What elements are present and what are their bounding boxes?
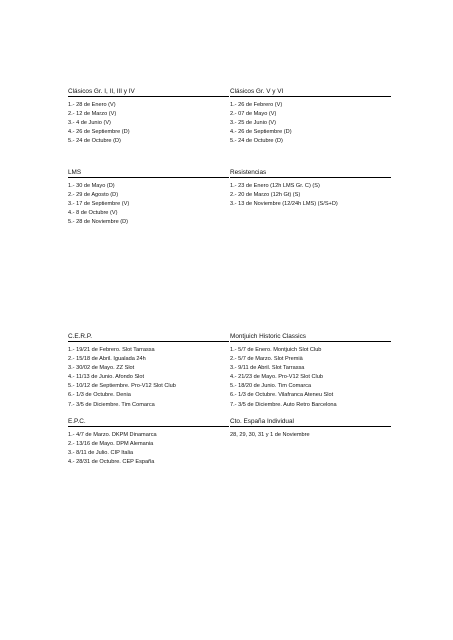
list-item: 1.- 4/7 de Marzo. DKPM Dinamarca [68, 432, 157, 438]
event-list [68, 431, 229, 467]
list-item: 4.- 28/31 de Octubre. CEP España [68, 459, 155, 466]
list-item: 5.- 24 de Octubre (D) [230, 138, 283, 145]
list-item: 4.- 8 de Octubre (V) [68, 210, 118, 217]
list-item: 2.- 13/16 de Mayo. DPM Alemania [68, 441, 154, 448]
event-list [68, 182, 229, 227]
list-item: 3.- 8/11 de Julio. CIP Italia [68, 450, 134, 457]
list-item: 3.- 13 de Noviembre (12/24h LMS) (S/S+D) [230, 201, 338, 208]
section-title: E.P.C. [68, 418, 229, 427]
list-item: 2.- 29 de Agosto (D) [68, 192, 119, 199]
section-title: Montjuich Historic Classics [230, 333, 391, 342]
list-item: 5.- 18/20 de Junio. Tim Comarca [230, 383, 312, 390]
section-cerp [68, 333, 229, 410]
list-item: 4.- 21/23 de Mayo. Pro-V12 Slot Club [230, 374, 323, 381]
event-list [68, 346, 229, 410]
section-clasicos-gr-i-iv [68, 88, 229, 146]
list-item: 7.- 3/5 de Diciembre. Auto Retro Barcelona [230, 401, 337, 408]
list-item: 7.- 3/5 de Diciembre. Tim Comarca [68, 401, 155, 408]
list-item: 2.- 5/7 de Marzo. Slot Premià [230, 356, 303, 363]
list-item: 3.- 30/02 de Mayo. ZZ Slot [68, 365, 135, 372]
list-item: 5.- 28 de Noviembre (D) [68, 219, 128, 226]
section-title: Cto. España Individual [230, 418, 391, 427]
section-lms [68, 169, 229, 227]
list-item: 1.- 26 de Febrero (V) [230, 102, 283, 108]
event-list [230, 431, 391, 440]
list-item: 28, 29, 30, 31 y 1 de Noviembre [230, 432, 310, 438]
section-clasicos-gr-v-vi [230, 88, 391, 146]
list-item: 2.- 20 de Marzo (12h Gt) (S) [230, 192, 301, 199]
event-list [230, 182, 391, 209]
list-item: 4.- 26 de Septiembre (D) [230, 129, 292, 136]
section-title: LMS [68, 169, 229, 178]
event-list [68, 101, 229, 146]
event-list [230, 101, 391, 146]
list-item: 5.- 10/12 de Septiembre. Pro-V12 Slot Club [68, 383, 176, 390]
list-item: 6.- 1/3 de Octubre. Vilafranca Ateneu Slot [230, 392, 334, 399]
section-title: Resistencias [230, 169, 391, 178]
list-item: 6.- 1/3 de Octubre. Denia [68, 392, 131, 399]
list-item: 3.- 9/11 de Abril. Slot Tarrassa [230, 365, 305, 372]
section-cto-espana-individual [230, 418, 391, 440]
list-item: 4.- 11/13 de Junio. Afondo Slot [68, 374, 145, 381]
section-epc [68, 418, 229, 467]
list-item: 5.- 24 de Octubre (D) [68, 138, 121, 145]
event-list [230, 346, 391, 410]
section-resistencias [230, 169, 391, 209]
list-item: 1.- 19/21 de Febrero. Slot Tarrassa [68, 347, 155, 353]
list-item: 2.- 15/18 de Abril. Igualada 24h [68, 356, 146, 363]
list-item: 4.- 26 de Septiembre (D) [68, 129, 130, 136]
section-title: Clásicos Gr. V y VI [230, 88, 391, 97]
section-title: Clásicos Gr. I, II, III y IV [68, 88, 229, 97]
section-montjuich-historic-classics [230, 333, 391, 410]
list-item: 3.- 25 de Junio (V) [230, 120, 277, 127]
list-item: 1.- 30 de Mayo (D) [68, 183, 115, 189]
list-item: 2.- 07 de Mayo (V) [230, 111, 277, 118]
list-item: 3.- 4 de Junio (V) [68, 120, 111, 127]
list-item: 3.- 17 de Septiembre (V) [68, 201, 130, 208]
list-item: 1.- 23 de Enero (12h LMS Gr. C) (S) [230, 183, 320, 189]
list-item: 1.- 28 de Enero (V) [68, 102, 116, 108]
list-item: 2.- 12 de Marzo (V) [68, 111, 117, 118]
section-title: C.E.R.P. [68, 333, 229, 342]
list-item: 1.- 5/7 de Enero. Montjuich Slot Club [230, 347, 322, 353]
